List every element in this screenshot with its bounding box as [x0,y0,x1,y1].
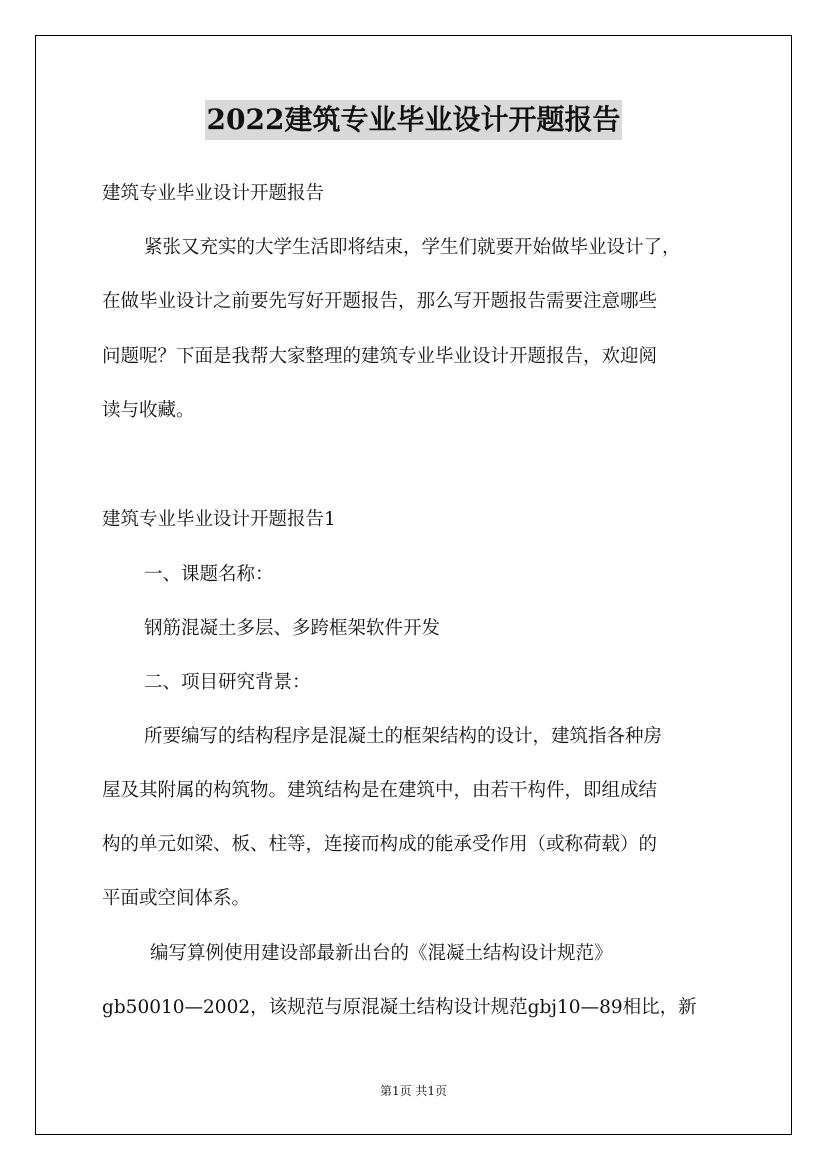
section-heading: 建筑专业毕业设计开题报告1 [102,509,336,530]
document-title: 2022建筑专业毕业设计开题报告 [205,100,623,140]
paragraph-line: 紧张又充实的大学生活即将结束，学生们就要开始做毕业设计了， [144,237,681,258]
paragraph-line: 平面或空间体系。 [102,888,251,909]
subtitle-line: 建筑专业毕业设计开题报告 [102,183,325,204]
paragraph-line: 构的单元如梁、板、柱等，连接而构成的能承受作用（或称荷载）的 [102,834,658,855]
paragraph-line: 读与收藏。 [102,400,195,421]
paragraph-line: 编写算例使用建设部最新出台的《混凝土结构设计规范》 [150,943,613,964]
paragraph-line: gb50010—2002，该规范与原混凝土结构设计规范gbj10—89相比，新 [102,997,697,1018]
paragraph-line: 问题呢？下面是我帮大家整理的建筑专业毕业设计开题报告，欢迎阅 [102,346,658,367]
page-number-footer: 第1页 共1页 [379,1084,448,1098]
item-heading: 二、项目研究背景： [144,672,311,693]
item-heading: 一、课题名称： [144,564,274,585]
paragraph-line: 屋及其附属的构筑物。建筑结构是在建筑中，由若干构件，即组成结 [102,780,658,801]
paragraph-line: 所要编写的结构程序是混凝土的框架结构的设计，建筑指各种房 [144,726,663,747]
paragraph-line: 在做毕业设计之前要先写好开题报告，那么写开题报告需要注意哪些 [102,291,658,312]
item-text: 钢筋混凝土多层、多跨框架软件开发 [144,618,441,639]
title-container [0,100,827,140]
